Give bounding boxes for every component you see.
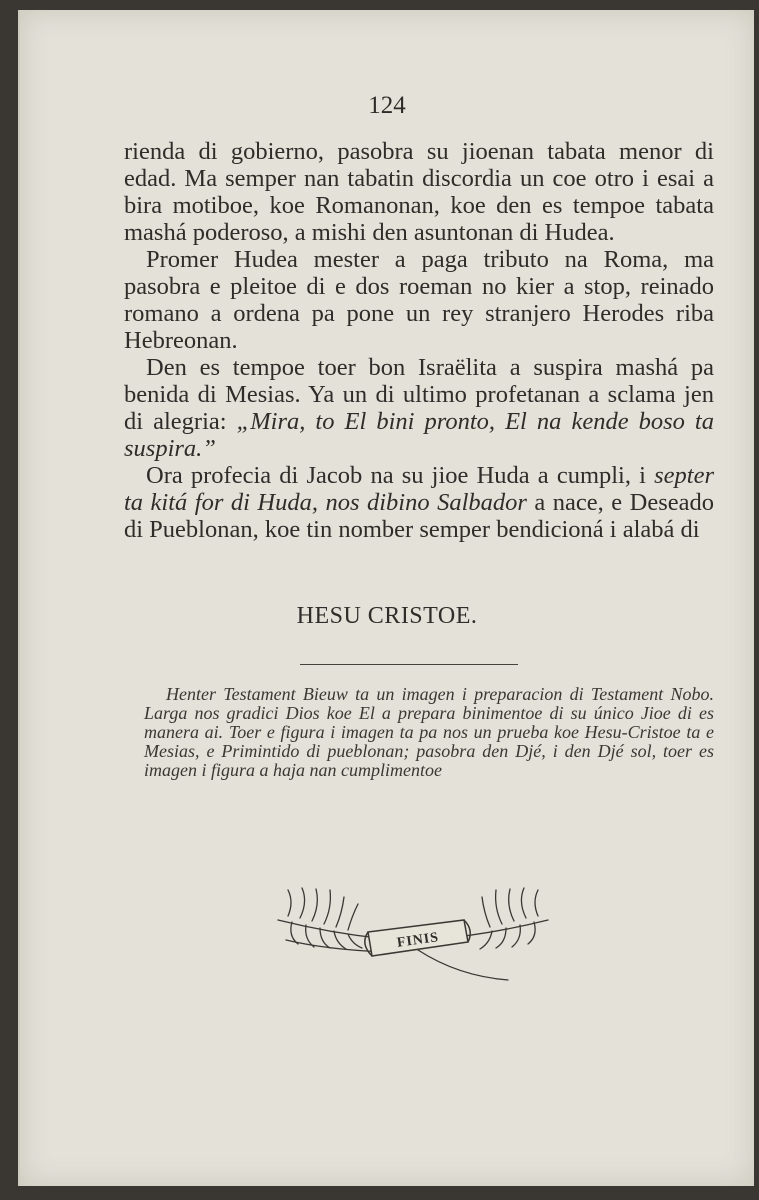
paragraph-4-text-start: Ora profecia di Jacob na su jioe Huda a cumpli, i (146, 462, 655, 489)
paragraph-4-text-end: a nace, e Deseado di Pueblonan, koe tin nomber semper bendicioná i alabá di (124, 489, 714, 543)
paragraph-2 (124, 246, 714, 354)
paragraph-3-text: Den es tempoe toer bon Israëlita a suspira mashá pa benida di Mesias. Ya un di ultimo profetanan a sclama jen di alegria: (124, 354, 714, 435)
paragraph-3-quote: „Mira, to El bini pronto, El na kende boso ta suspira.” (124, 408, 714, 462)
divider-rule (300, 664, 518, 665)
paragraph-1 (124, 138, 714, 246)
finis-ornament (268, 880, 558, 990)
body-text (124, 138, 714, 543)
footnote: Henter Testament Bieuw ta un imagen i preparacion di Testament Nobo. Larga nos gradici Dios koe El a prepara binimentoe di su único Jioe di es manera ai. Toer e figura i imagen ta pa nos un prueba koe Hesu-Cristoe ta e Mesias, e Primintido di pueblonan; pasobra den Djé, i den Djé sol, toer es imagen i figura a haja nan cumplimentoe (144, 684, 714, 780)
paragraph-2-text: Promer Hudea mester a paga tributo na Roma, ma pasobra e pleitoe di e dos roeman no kier a stop, reinado romano a ordena pa pone un rey stranjero Herodes riba Hebreonan. (124, 246, 714, 354)
paragraph-3 (124, 354, 714, 462)
finis-scroll (365, 920, 470, 956)
paragraph-4-italic: septer ta kitá for di Huda, nos dibino Salbador (124, 462, 714, 516)
book-page (18, 10, 754, 1186)
page-number: 124 (368, 92, 406, 119)
paragraph-1-text: rienda di gobierno, pasobra su jioenan tabata menor di edad. Ma semper nan tabatin discordia un coe otro i esai a bira motiboe, koe Romanonan, koe den es tempoe tabata mashá poderoso, a mishi den asuntonan di Hudea. (124, 138, 714, 246)
section-heading: HESU CRISTOE. (296, 603, 478, 629)
paragraph-4 (124, 462, 714, 543)
finis-text: FINIS (396, 930, 441, 951)
